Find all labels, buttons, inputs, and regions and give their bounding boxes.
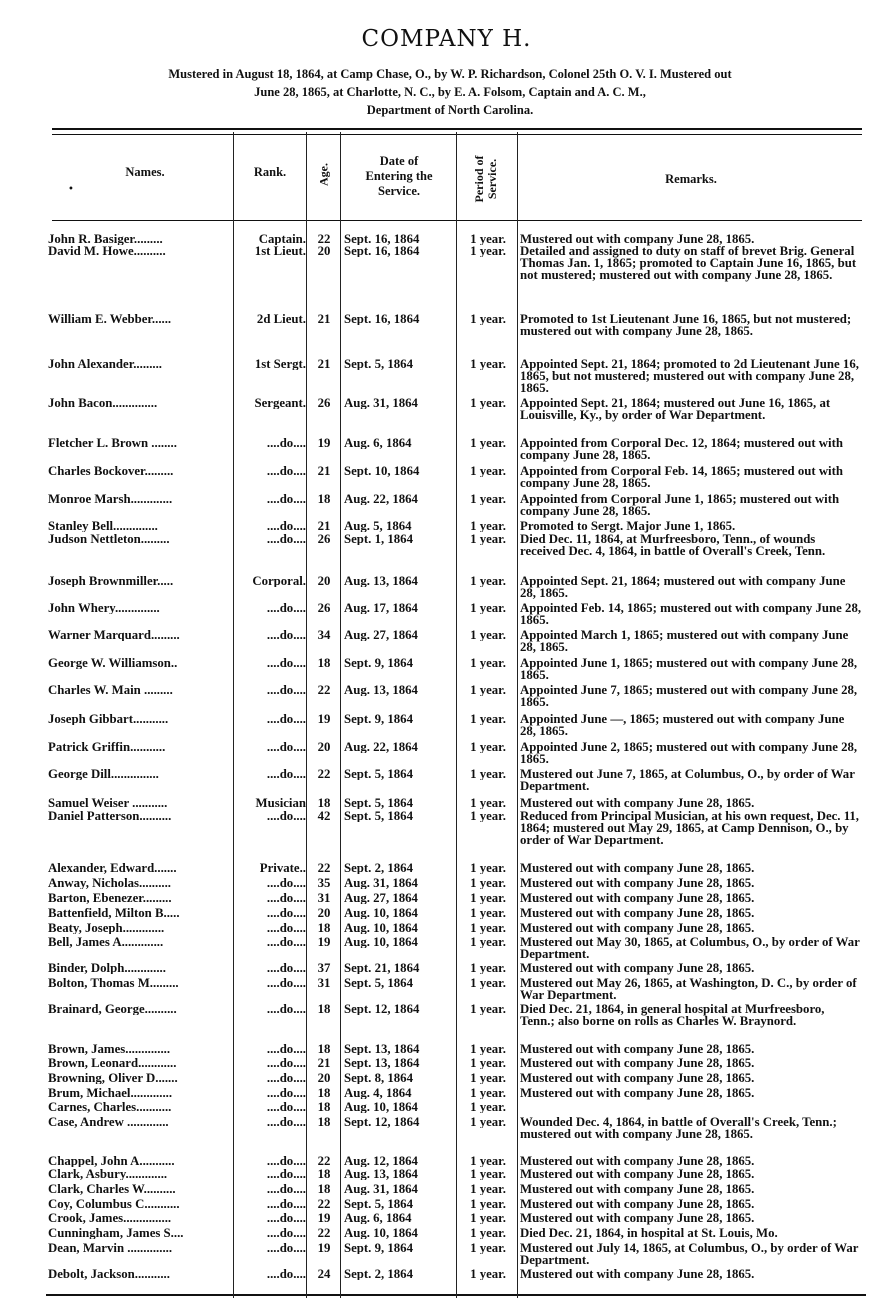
period-cell: 1 year. — [470, 877, 506, 889]
rank-cell: ....do.... — [266, 1101, 306, 1113]
remarks-cell: Mustered out with company June 28, 1865. — [520, 1056, 755, 1070]
name-cell: John Whery.............. — [48, 602, 160, 614]
name-cell: Patrick Griffin........... — [48, 741, 166, 753]
header-date-line: Service. — [378, 184, 420, 198]
remarks-cell: Mustered out with company June 28, 1865. — [520, 796, 755, 810]
remarks-cell: Mustered out May 30, 1865, at Columbus, O., by order of War Department. — [520, 935, 860, 961]
period-cell: 1 year. — [470, 1212, 506, 1224]
remarks-cell: Mustered out with company June 28, 1865. — [520, 1154, 755, 1168]
rank-cell: ....do.... — [266, 1072, 306, 1084]
age-cell: 24 — [317, 1268, 331, 1280]
period-cell: 1 year. — [470, 575, 506, 587]
age-cell: 19 — [317, 713, 331, 725]
remarks-cell: Appointed Feb. 14, 1865; mustered out with company June 28, 1865. — [520, 601, 862, 627]
remarks-cell: Mustered out with company June 28, 1865. — [520, 1071, 755, 1085]
date-cell: Sept. 9, 1864 — [344, 1242, 413, 1254]
period-cell: 1 year. — [470, 1116, 506, 1128]
rank-cell: ....do.... — [266, 1116, 306, 1128]
date-cell: Sept. 9, 1864 — [344, 713, 413, 725]
rank-cell: ....do.... — [266, 713, 306, 725]
rank-cell: ....do.... — [266, 533, 306, 545]
name-cell: George W. Williamson.. — [48, 657, 178, 669]
rank-cell: ....do.... — [266, 907, 306, 919]
remarks-cell: Appointed from Corporal Dec. 12, 1864; mustered out with company June 28, 1865. — [520, 436, 843, 462]
remarks-cell: Mustered out with company June 28, 1865. — [520, 1267, 755, 1281]
period-cell: 1 year. — [470, 862, 506, 874]
remarks-cell: Died Dec. 11, 1864, at Murfreesboro, Tenn., of wounds received Dec. 4, 1864, in battle of Overall's Creek, Tenn. — [520, 532, 826, 558]
date-cell: Sept. 16, 1864 — [344, 233, 420, 245]
period-cell: 1 year. — [470, 358, 506, 370]
period-cell: 1 year. — [470, 1227, 506, 1239]
age-cell: 26 — [317, 397, 331, 409]
name-cell: John Alexander......... — [48, 358, 163, 370]
age-cell: 31 — [317, 977, 331, 989]
age-cell: 37 — [317, 962, 331, 974]
date-cell: Sept. 13, 1864 — [344, 1043, 420, 1055]
header-period-line: Service. — [485, 158, 499, 200]
remarks-cell: Mustered out with company June 28, 1865. — [520, 961, 755, 975]
remarks-cell: Died Dec. 21, 1864, in general hospital at Murfreesboro, Tenn.; also borne on rolls as Charles W. Braynord. — [520, 1002, 825, 1028]
remarks-cell: Appointed from Corporal Feb. 14, 1865; mustered out with company June 28, 1865. — [520, 464, 843, 490]
age-cell: 35 — [317, 877, 331, 889]
name-cell: William E. Webber...... — [48, 313, 172, 325]
period-cell: 1 year. — [470, 1087, 506, 1099]
age-cell: 21 — [317, 358, 331, 370]
date-cell: Aug. 10, 1864 — [344, 922, 418, 934]
muster-info-line-3: Department of North Carolina. — [366, 103, 534, 117]
age-cell: 19 — [317, 437, 331, 449]
remarks-cell: Mustered out with company June 28, 1865. — [520, 921, 755, 935]
rank-cell: ....do.... — [266, 768, 306, 780]
date-cell: Sept. 5, 1864 — [344, 358, 413, 370]
rank-cell: ....do.... — [266, 1168, 306, 1180]
age-cell: 20 — [317, 907, 331, 919]
age-cell: 18 — [317, 797, 331, 809]
remarks-cell: Mustered out with company June 28, 1865. — [520, 232, 755, 246]
remarks-cell: Appointed June —, 1865; mustered out with company June 28, 1865. — [520, 712, 845, 738]
date-cell: Sept. 5, 1864 — [344, 1198, 413, 1210]
name-cell: Bolton, Thomas M......... — [48, 977, 179, 989]
rank-cell: ....do.... — [266, 1087, 306, 1099]
age-cell: 18 — [317, 1183, 331, 1195]
remarks-cell: Died Dec. 21, 1864, in hospital at St. Louis, Mo. — [520, 1226, 778, 1240]
date-cell: Sept. 10, 1864 — [344, 465, 420, 477]
rank-cell: ....do.... — [266, 1043, 306, 1055]
rank-cell: ....do.... — [266, 1155, 306, 1167]
name-cell: Stanley Bell.............. — [48, 520, 158, 532]
date-cell: Aug. 10, 1864 — [344, 1101, 418, 1113]
date-cell: Sept. 5, 1864 — [344, 977, 413, 989]
date-cell: Aug. 13, 1864 — [344, 1168, 418, 1180]
age-cell: 18 — [317, 1168, 331, 1180]
period-cell: 1 year. — [470, 713, 506, 725]
rank-cell: ....do.... — [266, 936, 306, 948]
age-cell: 18 — [317, 1043, 331, 1055]
period-cell: 1 year. — [470, 1198, 506, 1210]
period-cell: 1 year. — [470, 684, 506, 696]
remarks-cell: Detailed and assigned to duty on staff of brevet Brig. General Thomas Jan. 1, 1865; promoted to Captain June 16, 1865, but not mustered; mustered out with company June 28, 1865. — [520, 244, 857, 282]
age-cell: 20 — [317, 245, 331, 257]
column-divider — [456, 132, 457, 1298]
period-cell: 1 year. — [470, 1003, 506, 1015]
remarks-cell: Mustered out with company June 28, 1865. — [520, 906, 755, 920]
date-cell: Sept. 9, 1864 — [344, 657, 413, 669]
name-cell: Dean, Marvin .............. — [48, 1242, 173, 1254]
period-cell: 1 year. — [470, 245, 506, 257]
age-cell: 22 — [317, 768, 331, 780]
name-cell: Beaty, Joseph............. — [48, 922, 165, 934]
age-cell: 22 — [317, 862, 331, 874]
name-cell: Monroe Marsh............. — [48, 493, 173, 505]
name-cell: Barton, Ebenezer......... — [48, 892, 172, 904]
table-top-rule-inner — [52, 134, 862, 135]
rank-cell: ....do.... — [266, 1057, 306, 1069]
column-divider — [306, 132, 307, 1298]
age-cell: 22 — [317, 684, 331, 696]
date-cell: Sept. 13, 1864 — [344, 1057, 420, 1069]
name-cell: David M. Howe.......... — [48, 245, 166, 257]
rank-cell: ....do.... — [266, 520, 306, 532]
rank-cell: ....do.... — [266, 602, 306, 614]
name-cell: Samuel Weiser ........... — [48, 797, 168, 809]
rank-cell: ....do.... — [266, 922, 306, 934]
period-cell: 1 year. — [470, 313, 506, 325]
rank-cell: Sergeant. — [254, 397, 306, 409]
date-cell: Aug. 6, 1864 — [344, 1212, 412, 1224]
date-cell: Sept. 8, 1864 — [344, 1072, 413, 1084]
rank-cell: Captain. — [258, 233, 306, 245]
age-cell: 18 — [317, 657, 331, 669]
header-names: Names. — [125, 165, 165, 179]
name-cell: Brum, Michael............. — [48, 1087, 173, 1099]
name-cell: John Bacon.............. — [48, 397, 158, 409]
remarks-cell: Wounded Dec. 4, 1864, in battle of Overall's Creek, Tenn.; mustered out with company June 28, 1865. — [520, 1115, 837, 1141]
age-cell: 21 — [317, 1057, 331, 1069]
remarks-cell: Promoted to 1st Lieutenant June 16, 1865, but not mustered; mustered out with company June 28, 1865. — [520, 312, 852, 338]
date-cell: Aug. 10, 1864 — [344, 907, 418, 919]
period-cell: 1 year. — [470, 233, 506, 245]
period-cell: 1 year. — [470, 397, 506, 409]
date-cell: Aug. 4, 1864 — [344, 1087, 412, 1099]
name-cell: Alexander, Edward....... — [48, 862, 177, 874]
rank-cell: ....do.... — [266, 1268, 306, 1280]
period-cell: 1 year. — [470, 1101, 506, 1113]
period-cell: 1 year. — [470, 768, 506, 780]
name-cell: George Dill............... — [48, 768, 159, 780]
rank-cell: ....do.... — [266, 892, 306, 904]
remarks-cell: Mustered out with company June 28, 1865. — [520, 876, 755, 890]
rank-cell: ....do.... — [266, 684, 306, 696]
name-cell: Clark, Asbury............. — [48, 1168, 168, 1180]
age-cell: 34 — [317, 629, 331, 641]
remarks-cell: Mustered out with company June 28, 1865. — [520, 861, 755, 875]
age-cell: 18 — [317, 1087, 331, 1099]
date-cell: Aug. 31, 1864 — [344, 877, 418, 889]
period-cell: 1 year. — [470, 1057, 506, 1069]
rank-cell: ....do.... — [266, 657, 306, 669]
period-cell: 1 year. — [470, 629, 506, 641]
rank-cell: 1st Lieut. — [254, 245, 306, 257]
date-cell: Sept. 21, 1864 — [344, 962, 420, 974]
age-cell: 22 — [317, 233, 331, 245]
rank-cell: Musician — [255, 797, 306, 809]
age-cell: 19 — [317, 936, 331, 948]
period-cell: 1 year. — [470, 533, 506, 545]
period-cell: 1 year. — [470, 1242, 506, 1254]
remarks-cell: Mustered out with company June 28, 1865. — [520, 1167, 755, 1181]
name-cell: Chappel, John A........... — [48, 1155, 175, 1167]
age-cell: 19 — [317, 1212, 331, 1224]
rank-cell: ....do.... — [266, 962, 306, 974]
age-cell: 31 — [317, 892, 331, 904]
date-cell: Aug. 10, 1864 — [344, 1227, 418, 1239]
period-cell: 1 year. — [470, 907, 506, 919]
remarks-cell: Appointed Sept. 21, 1864; mustered out with company June 28, 1865. — [520, 574, 846, 600]
age-cell: 21 — [317, 520, 331, 532]
date-cell: Aug. 22, 1864 — [344, 493, 418, 505]
age-cell: 26 — [317, 533, 331, 545]
period-cell: 1 year. — [470, 892, 506, 904]
muster-info-line-1: Mustered in August 18, 1864, at Camp Chase, O., by W. P. Richardson, Colonel 25th O. V. I. Mustered out — [168, 67, 732, 81]
rank-cell: ....do.... — [266, 629, 306, 641]
date-cell: Aug. 27, 1864 — [344, 629, 418, 641]
age-cell: 42 — [317, 810, 331, 822]
remarks-cell: Mustered out with company June 28, 1865. — [520, 1211, 755, 1225]
remarks-cell: Mustered out with company June 28, 1865. — [520, 1182, 755, 1196]
period-cell: 1 year. — [470, 977, 506, 989]
name-cell: Debolt, Jackson........... — [48, 1268, 170, 1280]
period-cell: 1 year. — [470, 465, 506, 477]
name-cell: Charles Bockover......... — [48, 465, 174, 477]
age-cell: 26 — [317, 602, 331, 614]
age-cell: 18 — [317, 493, 331, 505]
period-cell: 1 year. — [470, 493, 506, 505]
remarks-cell: Reduced from Principal Musician, at his own request, Dec. 11, 1864; mustered out May 29, 1865, at Camp Dennison, O., by order of War Department. — [520, 809, 859, 847]
remarks-cell: Appointed March 1, 1865; mustered out with company June 28, 1865. — [520, 628, 849, 654]
date-cell: Sept. 1, 1864 — [344, 533, 413, 545]
name-cell: Binder, Dolph............. — [48, 962, 166, 974]
age-cell: 22 — [317, 1198, 331, 1210]
name-cell: Coy, Columbus C........... — [48, 1198, 180, 1210]
rank-cell: ....do.... — [266, 437, 306, 449]
rank-cell: ....do.... — [266, 1227, 306, 1239]
rank-cell: ....do.... — [266, 1198, 306, 1210]
name-cell: John R. Basiger......... — [48, 233, 163, 245]
rank-cell: ....do.... — [266, 465, 306, 477]
remarks-cell: Mustered out with company June 28, 1865. — [520, 1086, 755, 1100]
name-cell: Charles W. Main ......... — [48, 684, 173, 696]
name-cell: Browning, Oliver D....... — [48, 1072, 178, 1084]
age-cell: 18 — [317, 1116, 331, 1128]
remarks-cell: Mustered out July 14, 1865, at Columbus, O., by order of War Department. — [520, 1241, 859, 1267]
remarks-cell: Mustered out June 7, 1865, at Columbus, O., by order of War Department. — [520, 767, 855, 793]
name-cell: Judson Nettleton......... — [48, 533, 170, 545]
period-cell: 1 year. — [470, 962, 506, 974]
rank-cell: 1st Sergt. — [254, 358, 306, 370]
period-cell: 1 year. — [470, 1168, 506, 1180]
rank-cell: Private.. — [259, 862, 306, 874]
date-cell: Sept. 16, 1864 — [344, 313, 420, 325]
remarks-cell: Promoted to Sergt. Major June 1, 1865. — [520, 519, 736, 533]
period-cell: 1 year. — [470, 657, 506, 669]
header-bottom-rule — [52, 220, 862, 221]
remarks-cell: Mustered out May 26, 1865, at Washington, D. C., by order of War Department. — [520, 976, 857, 1002]
muster-info-line-2: June 28, 1865, at Charlotte, N. C., by E. A. Folsom, Captain and A. C. M., — [254, 85, 646, 99]
period-cell: 1 year. — [470, 1183, 506, 1195]
name-cell: Crook, James............... — [48, 1212, 172, 1224]
date-cell: Sept. 2, 1864 — [344, 1268, 413, 1280]
header-age: Age. — [316, 163, 331, 186]
name-cell: Battenfield, Milton B..... — [48, 907, 180, 919]
header-date — [342, 154, 456, 199]
period-cell: 1 year. — [470, 810, 506, 822]
period-cell: 1 year. — [470, 1268, 506, 1280]
age-cell: 21 — [317, 313, 331, 325]
header-period — [473, 139, 499, 219]
remarks-cell: Mustered out with company June 28, 1865. — [520, 1042, 755, 1056]
date-cell: Aug. 31, 1864 — [344, 397, 418, 409]
rank-cell: ....do.... — [266, 1183, 306, 1195]
age-cell: 18 — [317, 1101, 331, 1113]
date-cell: Aug. 22, 1864 — [344, 741, 418, 753]
name-cell: Brown, Leonard............ — [48, 1057, 177, 1069]
header-dot: • — [68, 184, 74, 195]
date-cell: Aug. 13, 1864 — [344, 684, 418, 696]
name-cell: Anway, Nicholas.......... — [48, 877, 172, 889]
name-cell: Warner Marquard......... — [48, 629, 180, 641]
remarks-cell: Appointed Sept. 21, 1864; promoted to 2d Lieutenant June 16, 1865, but not mustered; mustered out with company June 28, 1865. — [520, 357, 859, 395]
remarks-cell: Appointed June 2, 1865; mustered out with company June 28, 1865. — [520, 740, 858, 766]
name-cell: Clark, Charles W.......... — [48, 1183, 176, 1195]
rank-cell: ....do.... — [266, 741, 306, 753]
age-cell: 20 — [317, 1072, 331, 1084]
period-cell: 1 year. — [470, 936, 506, 948]
name-cell: Case, Andrew ............. — [48, 1116, 169, 1128]
date-cell: Sept. 12, 1864 — [344, 1003, 420, 1015]
rank-cell: ....do.... — [266, 877, 306, 889]
remarks-cell: Mustered out with company June 28, 1865. — [520, 891, 755, 905]
period-cell: 1 year. — [470, 922, 506, 934]
date-cell: Sept. 12, 1864 — [344, 1116, 420, 1128]
period-cell: 1 year. — [470, 437, 506, 449]
header-remarks: Remarks. — [665, 172, 717, 186]
date-cell: Sept. 2, 1864 — [344, 862, 413, 874]
name-cell: Cunningham, James S.... — [48, 1227, 184, 1239]
period-cell: 1 year. — [470, 602, 506, 614]
period-cell: 1 year. — [470, 1072, 506, 1084]
date-cell: Aug. 12, 1864 — [344, 1155, 418, 1167]
name-cell: Joseph Gibbart........... — [48, 713, 169, 725]
date-cell: Aug. 6, 1864 — [344, 437, 412, 449]
age-cell: 22 — [317, 1155, 331, 1167]
page-title: COMPANY H. — [361, 26, 532, 52]
age-cell: 18 — [317, 922, 331, 934]
date-cell: Sept. 5, 1864 — [344, 797, 413, 809]
header-rank: Rank. — [253, 165, 287, 179]
remarks-cell: Appointed June 7, 1865; mustered out with company June 28, 1865. — [520, 683, 858, 709]
date-cell: Sept. 5, 1864 — [344, 768, 413, 780]
header-date-line: Date of — [379, 154, 419, 168]
rank-cell: 2d Lieut. — [256, 313, 306, 325]
rank-cell: ....do.... — [266, 1212, 306, 1224]
rank-cell: Corporal. — [252, 575, 306, 587]
column-divider — [340, 132, 341, 1298]
column-divider — [517, 132, 518, 1298]
period-cell: 1 year. — [470, 741, 506, 753]
age-cell: 20 — [317, 741, 331, 753]
age-cell: 21 — [317, 465, 331, 477]
period-cell: 1 year. — [470, 520, 506, 532]
remarks-cell: Appointed from Corporal June 1, 1865; mustered out with company June 28, 1865. — [520, 492, 840, 518]
date-cell: Aug. 17, 1864 — [344, 602, 418, 614]
date-cell: Aug. 27, 1864 — [344, 892, 418, 904]
remarks-cell: Appointed Sept. 21, 1864; mustered out June 16, 1865, at Louisville, Ky., by order of War Department. — [520, 396, 831, 422]
period-cell: 1 year. — [470, 1155, 506, 1167]
header-period-line: Period of — [472, 155, 486, 203]
age-cell: 19 — [317, 1242, 331, 1254]
date-cell: Aug. 10, 1864 — [344, 936, 418, 948]
age-cell: 22 — [317, 1227, 331, 1239]
date-cell: Aug. 31, 1864 — [344, 1183, 418, 1195]
name-cell: Carnes, Charles........... — [48, 1101, 172, 1113]
date-cell: Sept. 5, 1864 — [344, 810, 413, 822]
name-cell: Bell, James A............. — [48, 936, 164, 948]
date-cell: Sept. 16, 1864 — [344, 245, 420, 257]
rank-cell: ....do.... — [266, 493, 306, 505]
name-cell: Brainard, George.......... — [48, 1003, 177, 1015]
period-cell: 1 year. — [470, 1043, 506, 1055]
name-cell: Brown, James.............. — [48, 1043, 171, 1055]
date-cell: Aug. 5, 1864 — [344, 520, 412, 532]
rank-cell: ....do.... — [266, 1242, 306, 1254]
date-cell: Aug. 13, 1864 — [344, 575, 418, 587]
age-cell: 18 — [317, 1003, 331, 1015]
age-cell: 20 — [317, 575, 331, 587]
period-cell: 1 year. — [470, 797, 506, 809]
table-top-rule — [52, 128, 862, 130]
name-cell: Joseph Brownmiller..... — [48, 575, 174, 587]
name-cell: Daniel Patterson.......... — [48, 810, 172, 822]
header-date-line: Entering the — [365, 169, 433, 183]
name-cell: Fletcher L. Brown ........ — [48, 437, 177, 449]
rank-cell: ....do.... — [266, 1003, 306, 1015]
remarks-cell: Mustered out with company June 28, 1865. — [520, 1197, 755, 1211]
remarks-cell: Appointed June 1, 1865; mustered out with company June 28, 1865. — [520, 656, 858, 682]
rank-cell: ....do.... — [266, 810, 306, 822]
rank-cell: ....do.... — [266, 977, 306, 989]
